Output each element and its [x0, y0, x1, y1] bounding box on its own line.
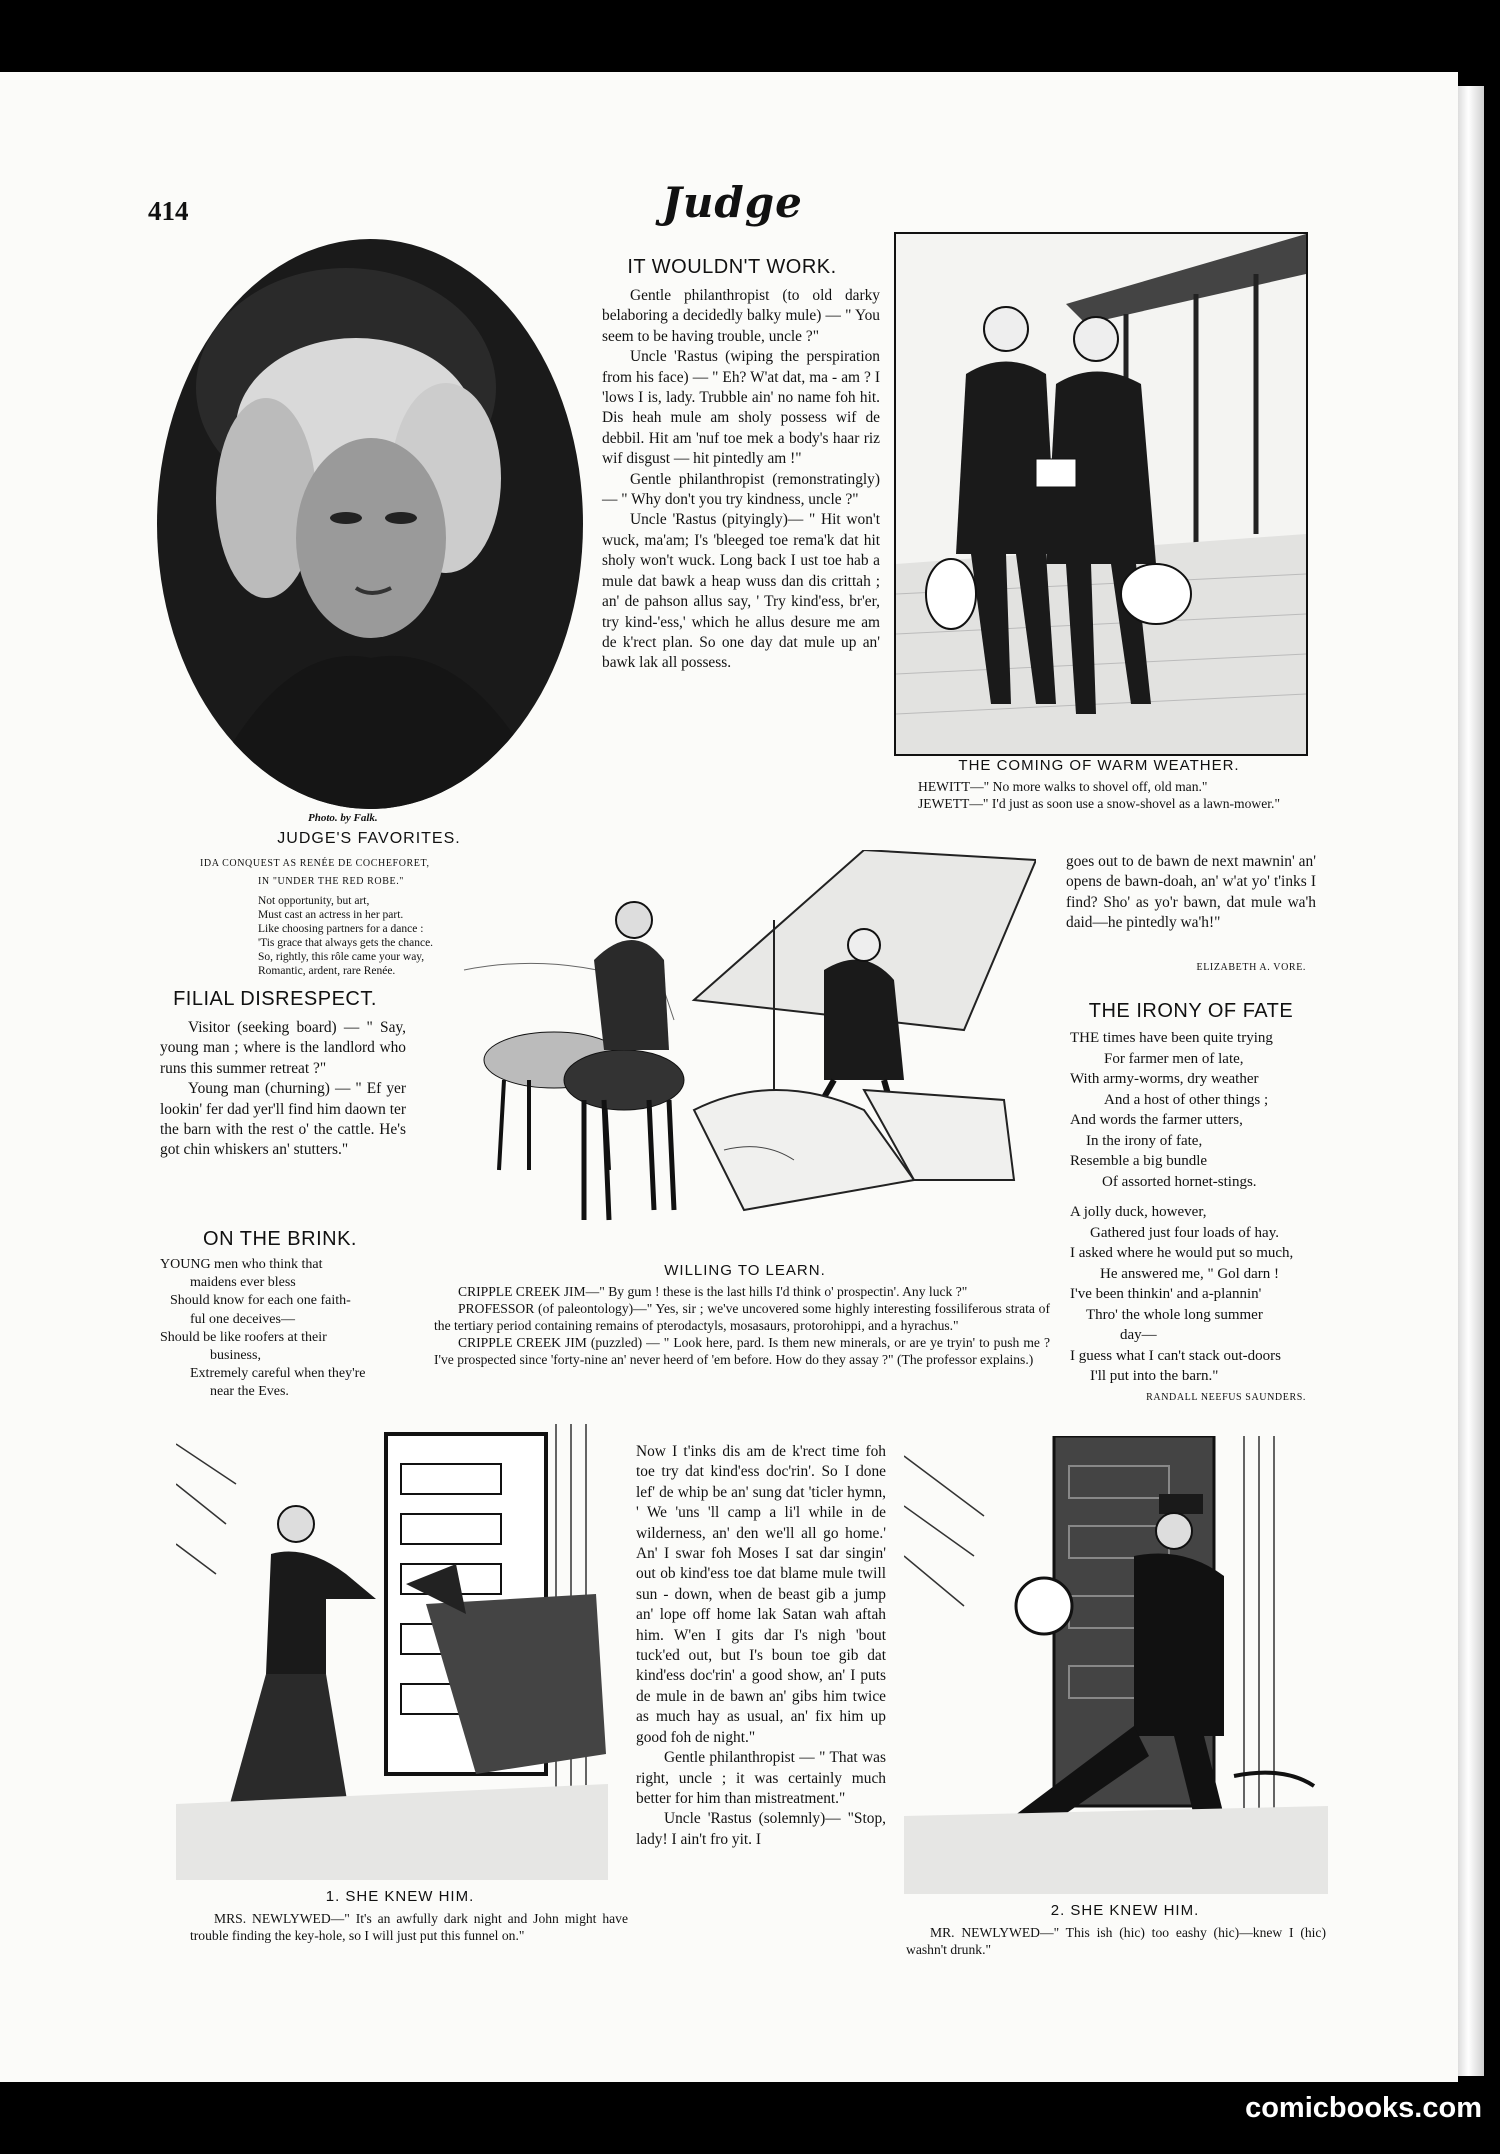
verse-line: A jolly duck, however,: [1070, 1204, 1207, 1220]
verse-line: Like choosing partners for a dance :: [258, 923, 424, 935]
caption-line: CRIPPLE CREEK JIM (puzzled) — " Look here, pard. Is them new minerals, or are ye tryin' to push me ? I've prospected since 'forty-nine an' never heerd of 'em before. How do they assay ?" (The professor explains.): [434, 1335, 1050, 1367]
verse-line: Must cast an actress in her part.: [258, 909, 404, 921]
story-text: [602, 286, 880, 674]
page-number: 414: [148, 196, 189, 226]
story-title: IT WOULDN'T WORK.: [627, 256, 837, 278]
verse-line: Extremely careful when they're: [190, 1366, 366, 1382]
verse-line: In the irony of fate,: [1086, 1132, 1203, 1149]
warm-weather-title: THE COMING OF WARM WEATHER.: [958, 757, 1240, 774]
she-knew-him-1-illustration: [176, 1424, 608, 1880]
caption-line: MRS. NEWLYWED—" It's an awfully dark night and John might have trouble finding the key-hole, so I will just put this funnel on.": [190, 1911, 628, 1943]
verse-line: Gathered just four loads of hay.: [1090, 1224, 1279, 1241]
story-continued-bottom: [636, 1442, 886, 1850]
brink-title: ON THE BRINK.: [203, 1228, 357, 1250]
verse-line: Resemble a big bundle: [1070, 1153, 1208, 1169]
verse-line: 'Tis grace that always gets the chance.: [258, 937, 434, 949]
portrait-photo: [156, 238, 584, 810]
story-paragraph: Gentle philanthropist (remonstratingly) — " Why don't you try kindness, uncle ?": [602, 470, 880, 509]
verse-line: ful one deceives—: [190, 1311, 295, 1327]
irony-title: THE IRONY OF FATE: [1088, 1000, 1294, 1022]
verse-line: Thro' the whole long summer: [1086, 1306, 1263, 1323]
irony-stanza-1: [1070, 1028, 1320, 1192]
photo-credit: Photo. by Falk.: [308, 812, 378, 824]
verse-line: Of assorted hornet-stings.: [1102, 1173, 1257, 1190]
caption-line: CRIPPLE CREEK JIM—" By gum ! these is the last hills I'd think o' prospectin'. Any luck ?": [458, 1284, 968, 1299]
she-knew-him-2-illustration: [904, 1436, 1328, 1894]
verse-line: near the Eves.: [210, 1384, 289, 1400]
portrait-subtitle-2: IN "UNDER THE RED ROBE.": [258, 876, 404, 887]
filial-paragraph: Visitor (seeking board) — " Say, young man ; where is the landlord who runs this summer retreat ?": [160, 1019, 406, 1077]
story-paragraph: Gentle philanthropist — " That was right, uncle ; it was certainly much better for him than mistreatment.": [636, 1749, 886, 1807]
filial-text: [160, 1018, 406, 1161]
caption-line: MR. NEWLYWED—" This ish (hic) too eashy (hic)—knew I (hic) washn't drunk.": [906, 1925, 1326, 1957]
story-paragraph: goes out to de bawn de next mawnin' an' opens de bawn-doah, an' w'at yo' t'inks I find? Sho' as yo'r bawn, dat mule wa'h daid—he pintedly wa'h!": [1066, 853, 1316, 932]
story-paragraph: Uncle 'Rastus (solemnly)— "Stop, lady! I ain't fro yit. I: [636, 1810, 886, 1848]
portrait-title: JUDGE'S FAVORITES.: [277, 830, 461, 847]
caption-line: HEWITT—" No more walks to shovel off, old man.": [918, 779, 1208, 794]
she-knew-him-1-caption: [190, 1910, 628, 1944]
verse-line: I've been thinkin' and a-plannin': [1070, 1286, 1262, 1302]
verse-line: business,: [210, 1348, 261, 1364]
filial-title: FILIAL DISRESPECT.: [173, 988, 377, 1010]
verse-line: day—: [1120, 1327, 1157, 1343]
story-paragraph: Uncle 'Rastus (pityingly)— " Hit won't wuck, ma'am; I's 'bleeged toe rema'k dat hit sholy won't wuck. Long back I ust toe hab a mule dat bawk a heap wuss dan dis crittah ; an' de pahson allus say, ' Try kind'ess, br'er, try kind-'ess,' which he allus desure me am de k'rect plan. So one day dat mule up an' bawk lak all possess.: [602, 511, 880, 672]
irony-stanza-2: [1070, 1202, 1320, 1387]
irony-author: RANDALL NEEFUS SAUNDERS.: [1146, 1392, 1306, 1403]
brink-verse: [160, 1256, 410, 1402]
verse-line: I asked where he would put so much,: [1070, 1245, 1294, 1261]
she-knew-him-2-title: 2. SHE KNEW HIM.: [1050, 1902, 1200, 1919]
verse-line: I'll put into the barn.": [1090, 1368, 1219, 1384]
willing-caption: [434, 1283, 1050, 1368]
verse-line: I guess what I can't stack out-doors: [1070, 1347, 1281, 1364]
portrait-verse: [258, 894, 433, 978]
verse-line: YOUNG men who think that: [160, 1257, 323, 1272]
verse-line: He answered me, " Gol darn !: [1100, 1265, 1279, 1282]
verse-line: Should know for each one faith-: [170, 1293, 351, 1309]
masthead-logo: Judge: [662, 178, 803, 227]
verse-line: Not opportunity, but art,: [258, 895, 370, 907]
she-knew-him-2-caption: [906, 1924, 1326, 1958]
page-edge: [1458, 86, 1484, 2076]
warm-weather-illustration: [894, 232, 1308, 756]
story-author: ELIZABETH A. VORE.: [1196, 962, 1306, 973]
willing-title: WILLING TO LEARN.: [664, 1262, 826, 1279]
story-paragraph: Uncle 'Rastus (wiping the perspiration from his face) — " Eh? W'at dat, ma - am ? I 'lows I is, lady. Trubble ain' no name foh hit. Dis heah mule am sholy possess wif de debbil. Hit am 'nuf toe mek a body's haar riz wif disgust — hit pintedly am !": [602, 348, 880, 468]
story-continued-right: [1066, 852, 1316, 934]
caption-line: JEWETT—" I'd just as soon use a snow-shovel as a lawn-mower.": [918, 796, 1281, 811]
verse-line: So, rightly, this rôle came your way,: [258, 951, 425, 963]
portrait-subtitle-1: IDA CONQUEST AS RENÉE DE COCHEFORET,: [200, 858, 430, 869]
willing-to-learn-illustration: [444, 850, 1036, 1260]
caption-line: PROFESSOR (of paleontology)—" Yes, sir ; we've uncovered some highly interesting fossiliferous strata of the tertiary period containing remains of pterodactyls, mosasaurs, protorohippi, and a hyrachus.": [434, 1301, 1050, 1333]
story-paragraph: Gentle philanthropist (to old darky belaboring a decidedly balky mule) — " You seem to be having trouble, uncle ?": [602, 287, 880, 345]
verse-line: Should be like roofers at their: [160, 1329, 327, 1345]
verse-line: Romantic, ardent, rare Renée.: [258, 965, 396, 977]
filial-paragraph: Young man (churning) — " Ef yer lookin' fer dad yer'll find him daown ter the barn with the rest o' the cattle. He's got chin whiskers an' stutters.": [160, 1080, 406, 1159]
verse-line: THE times have been quite trying: [1070, 1030, 1273, 1046]
she-knew-him-1-title: 1. SHE KNEW HIM.: [325, 1888, 475, 1905]
verse-line: And words the farmer utters,: [1070, 1112, 1243, 1128]
verse-line: And a host of other things ;: [1104, 1091, 1269, 1108]
warm-weather-caption: [894, 778, 1314, 812]
verse-line: For farmer men of late,: [1104, 1050, 1244, 1067]
story-paragraph: Now I t'inks dis am de k'rect time foh toe try dat kind'ess doc'rin'. So I done lef' de whip be an' sung dat 'ticler hymn, ' We 'uns 'll camp a li'l while in de wilderness, an' den we'll all go home.' An' I swar foh Moses I sat dar singin' out ob kind'ess toe dat blame mule twill sun - down, when de beast gib a jump an' lope off home lak Satan wah aftah him. W'en I gits dar I's nigh 'bout tuck'ed out, but I's boun toe gib dat kind'ess doc'rin' a good show, an' I puts de mule in de bawn an' gibs him twice as much hay as usual, an' fix him up good foh de night.": [636, 1443, 886, 1746]
verse-line: maidens ever bless: [190, 1275, 296, 1291]
verse-line: With army-worms, dry weather: [1070, 1071, 1259, 1087]
watermark: comicbooks.com: [1245, 2092, 1482, 2124]
